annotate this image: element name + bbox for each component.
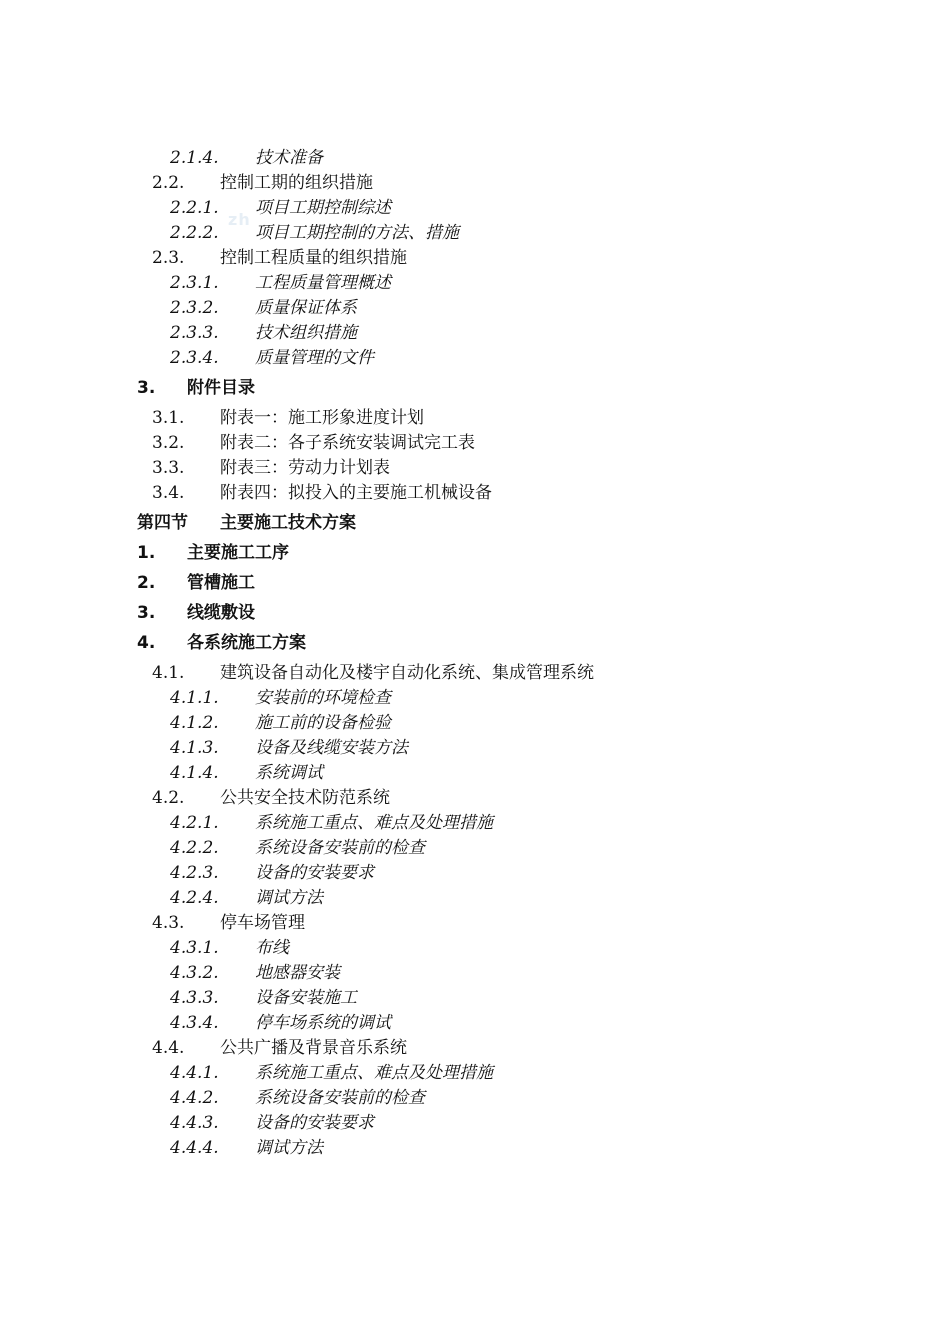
toc-entry-number: 2.3.1. [170, 273, 219, 293]
toc-entry-number: 4.1.1. [170, 688, 219, 708]
toc-entry-number: 3.1. [152, 408, 185, 428]
toc-entry-level-3 [0, 886, 950, 911]
toc-entry-title: 公共广播及背景音乐系统 [220, 1038, 407, 1058]
toc-entry-title: 施工前的设备检验 [255, 713, 391, 733]
toc-entry-title: 控制工期的组织措施 [220, 173, 373, 193]
toc-entry-title: 工程质量管理概述 [255, 273, 391, 293]
toc-entry-title: 技术组织措施 [255, 323, 357, 343]
toc-entry-level-1 [0, 541, 950, 566]
toc-entry-level-3 [0, 346, 950, 371]
toc-entry-level-3 [0, 196, 950, 221]
toc-entry-number: 4.3. [152, 913, 185, 933]
toc-entry-number: 4. [137, 633, 156, 653]
toc-entry-level-3 [0, 711, 950, 736]
toc-entry-level-3 [0, 1061, 950, 1086]
toc-entry-number: 4.4.1. [170, 1063, 219, 1083]
toc-entry-level-3 [0, 811, 950, 836]
toc-entry-level-2 [0, 1036, 950, 1061]
toc-entry-number: 4.4.2. [170, 1088, 219, 1108]
toc-entry-title: 设备的安装要求 [255, 1113, 374, 1133]
toc-entry-number: 3. [137, 603, 156, 623]
toc-entry-number: 2.3.4. [170, 348, 219, 368]
toc-entry-level-2 [0, 456, 950, 481]
toc-entry-number: 4.4.3. [170, 1113, 219, 1133]
toc-entry-number: 4.2.1. [170, 813, 219, 833]
toc-entry-level-3 [0, 761, 950, 786]
toc-entry-level-3 [0, 1086, 950, 1111]
toc-entry-level-3 [0, 1111, 950, 1136]
toc-entry-number: 4.3.4. [170, 1013, 219, 1033]
toc-entry-number: 2.3.3. [170, 323, 219, 343]
toc-entry-level-3 [0, 836, 950, 861]
toc-entry-level-2 [0, 431, 950, 456]
toc-entry-title: 建筑设备自动化及楼宇自动化系统、集成管理系统 [220, 663, 594, 683]
toc-entry-level-3 [0, 936, 950, 961]
toc-entry-title: 各系统施工方案 [187, 633, 306, 653]
toc-entry-level-2 [0, 406, 950, 431]
toc-entry-number: 4.4.4. [170, 1138, 219, 1158]
toc-entry-title: 项目工期控制的方法、措施 [255, 223, 459, 243]
toc-entry-title: 控制工程质量的组织措施 [220, 248, 407, 268]
toc-entry-number: 4.1. [152, 663, 185, 683]
toc-entry-number: 第四节 [137, 513, 188, 533]
toc-entry-number: 3. [137, 378, 156, 398]
toc-entry-number: 4.2.4. [170, 888, 219, 908]
toc-entry-level-2 [0, 171, 950, 196]
toc-entry-level-2 [0, 246, 950, 271]
toc-entry-level-2 [0, 911, 950, 936]
toc-entry-title: 附表四：拟投入的主要施工机械设备 [220, 483, 492, 503]
toc-entry-number: 4.3.3. [170, 988, 219, 1008]
toc-entry-title: 质量管理的文件 [255, 348, 374, 368]
toc-entry-title: 设备安装施工 [255, 988, 357, 1008]
toc-entry-title: 主要施工工序 [187, 543, 289, 563]
toc-entry-level-3 [0, 686, 950, 711]
toc-entry-number: 4.1.2. [170, 713, 219, 733]
toc-entry-number: 3.4. [152, 483, 185, 503]
toc-entry-level-3 [0, 146, 950, 171]
toc-entry-title: 线缆敷设 [187, 603, 255, 623]
toc-entry-title: 设备的安装要求 [255, 863, 374, 883]
toc-entry-title: 系统设备安装前的检查 [255, 1088, 425, 1108]
toc-entry-level-3 [0, 736, 950, 761]
table-of-contents [0, 146, 950, 1161]
toc-entry-level-3 [0, 1011, 950, 1036]
toc-entry-number: 2.2. [152, 173, 185, 193]
toc-entry-title: 技术准备 [255, 148, 323, 168]
toc-entry-title: 主要施工技术方案 [220, 513, 356, 533]
toc-entry-number: 4.3.2. [170, 963, 219, 983]
toc-entry-level-3 [0, 1136, 950, 1161]
toc-entry-title: 附表一：施工形象进度计划 [220, 408, 424, 428]
toc-entry-number: 2.3. [152, 248, 185, 268]
toc-entry-level-2 [0, 786, 950, 811]
toc-entry-title: 系统调试 [255, 763, 323, 783]
toc-entry-number: 2. [137, 573, 156, 593]
watermark: zh [228, 210, 251, 229]
toc-entry-title: 项目工期控制综述 [255, 198, 391, 218]
toc-entry-number: 4.2. [152, 788, 185, 808]
toc-entry-title: 停车场系统的调试 [255, 1013, 391, 1033]
toc-entry-level-1 [0, 571, 950, 596]
toc-entry-level-3 [0, 986, 950, 1011]
toc-entry-title: 调试方法 [255, 888, 323, 908]
toc-entry-title: 公共安全技术防范系统 [220, 788, 390, 808]
toc-entry-number: 3.3. [152, 458, 185, 478]
toc-entry-title: 质量保证体系 [255, 298, 357, 318]
toc-entry-level-3 [0, 321, 950, 346]
toc-entry-title: 系统施工重点、难点及处理措施 [255, 813, 493, 833]
toc-entry-level-0 [0, 511, 950, 536]
toc-entry-title: 系统施工重点、难点及处理措施 [255, 1063, 493, 1083]
toc-entry-title: 地感器安装 [255, 963, 340, 983]
toc-entry-level-1 [0, 376, 950, 401]
toc-entry-title: 附表三：劳动力计划表 [220, 458, 390, 478]
toc-entry-number: 2.2.1. [170, 198, 219, 218]
toc-entry-title: 安装前的环境检查 [255, 688, 391, 708]
toc-entry-title: 附表二：各子系统安装调试完工表 [220, 433, 475, 453]
toc-entry-number: 4.3.1. [170, 938, 219, 958]
toc-entry-level-3 [0, 961, 950, 986]
toc-entry-number: 3.2. [152, 433, 185, 453]
toc-entry-level-3 [0, 221, 950, 246]
toc-entry-title: 调试方法 [255, 1138, 323, 1158]
toc-entry-number: 4.1.4. [170, 763, 219, 783]
toc-entry-number: 4.1.3. [170, 738, 219, 758]
toc-entry-level-3 [0, 271, 950, 296]
toc-entry-number: 2.2.2. [170, 223, 219, 243]
toc-entry-title: 系统设备安装前的检查 [255, 838, 425, 858]
toc-entry-title: 停车场管理 [220, 913, 305, 933]
toc-entry-number: 1. [137, 543, 156, 563]
toc-entry-level-1 [0, 601, 950, 626]
toc-entry-title: 附件目录 [187, 378, 255, 398]
toc-entry-number: 2.1.4. [170, 148, 219, 168]
toc-entry-title: 设备及线缆安装方法 [255, 738, 408, 758]
toc-entry-number: 4.4. [152, 1038, 185, 1058]
toc-entry-number: 2.3.2. [170, 298, 219, 318]
toc-entry-level-1 [0, 631, 950, 656]
toc-entry-title: 管槽施工 [187, 573, 255, 593]
toc-entry-level-3 [0, 296, 950, 321]
toc-entry-level-3 [0, 861, 950, 886]
toc-entry-number: 4.2.3. [170, 863, 219, 883]
toc-entry-level-2 [0, 661, 950, 686]
toc-entry-title: 布线 [255, 938, 289, 958]
toc-entry-level-2 [0, 481, 950, 506]
toc-entry-number: 4.2.2. [170, 838, 219, 858]
